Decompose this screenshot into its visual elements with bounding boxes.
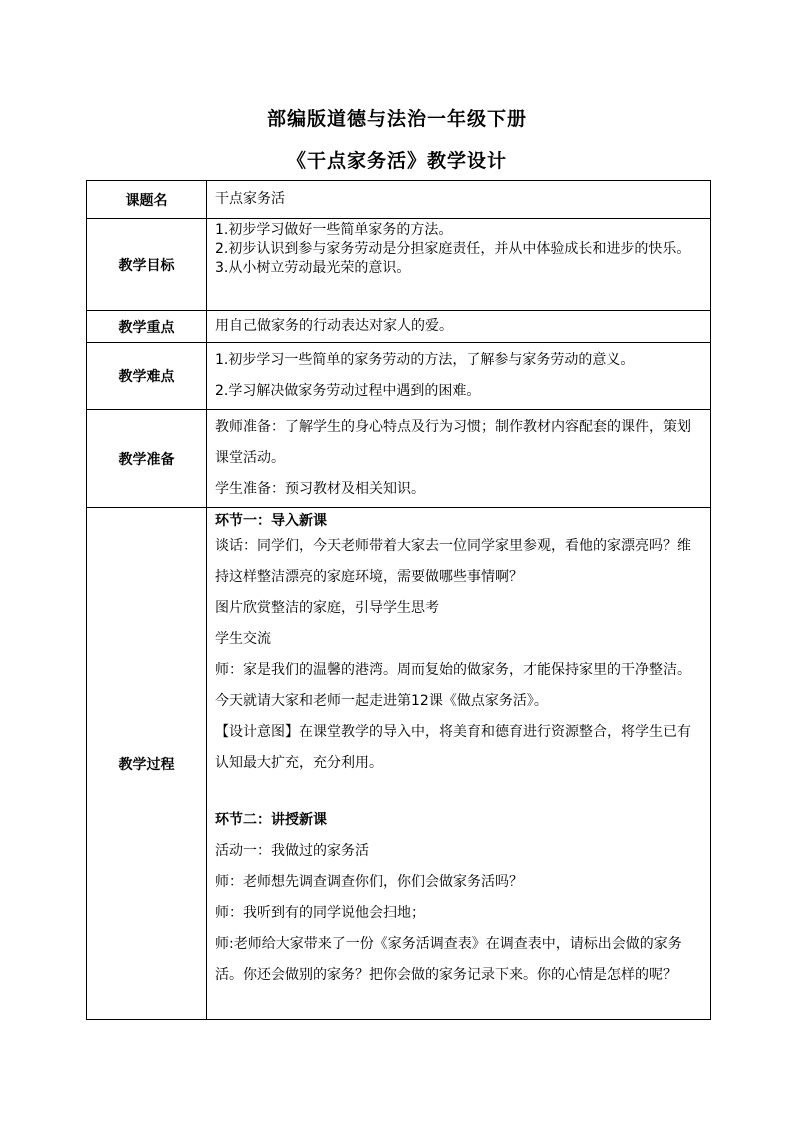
table-row-topic [87, 181, 711, 219]
design-intent: 【设计意图】在课堂教学的导入中，将美育和德育进行资源整合，将学生已有认知最大扩充，充分利用。 [215, 724, 691, 771]
value-key-points [207, 311, 711, 343]
table-row-difficulties [87, 343, 711, 410]
value-goals [207, 219, 711, 311]
difficulty-item: 1.初步学习一些简单的家务劳动的方法，了解参与家务劳动的意义。 [215, 352, 635, 368]
process-paragraph: 师：老师想先调查调查你们，你们会做家务活吗？ [215, 874, 523, 890]
label-key-points: 教学重点 [87, 311, 207, 343]
goal-item: 3.从小树立劳动最光荣的意识。 [215, 260, 411, 276]
goal-item: 2.初步认识到参与家务劳动是分担家庭责任，并从中体验成长和进步的快乐。 [215, 241, 691, 257]
label-process: 教学过程 [87, 508, 207, 1020]
table-row-goals [87, 219, 711, 311]
label-preparation: 教学准备 [87, 410, 207, 508]
table-row-preparation [87, 410, 711, 508]
process-paragraph: 师：家是我们的温馨的港湾。周而复始的做家务，才能保持家里的干净整洁。今天就请大家和老师一起走进第12课《做点家务活》。 [215, 662, 691, 709]
process-paragraph: 活动一：我做过的家务活 [215, 843, 369, 859]
label-goals: 教学目标 [87, 219, 207, 311]
table-row-process [87, 508, 711, 1020]
teacher-preparation: 教师准备：了解学生的身心特点及行为习惯；制作教材内容配套的课件，策划课堂活动。 [215, 419, 691, 466]
section1-title: 环节一：导入新课 [215, 513, 327, 529]
value-process [207, 508, 711, 1020]
goal-item: 1.初步学习做好一些简单家务的方法。 [215, 222, 453, 238]
label-difficulties: 教学难点 [87, 343, 207, 410]
document-title: 部编版道德与法治一年级下册 [266, 108, 527, 130]
value-topic [207, 181, 711, 219]
process-paragraph: 学生交流 [215, 631, 271, 647]
process-paragraph: 师：我听到有的同学说他会扫地； [215, 905, 425, 921]
key-points-text: 用自己做家务的行动表达对家人的爱。 [215, 318, 453, 334]
section-spacer [215, 779, 702, 805]
document-subtitle: 《干点家务活》教学设计 [286, 150, 507, 172]
process-paragraph: 图片欣赏整洁的家庭，引导学生思考 [215, 600, 439, 616]
lesson-plan-table [86, 180, 711, 1020]
process-paragraph: 师:老师给大家带来了一份《家务活调查表》在调查表中，请标出会做的家务活。你还会做别的家务？把你会做的家务记录下来。你的心情是怎样的呢？ [215, 936, 682, 983]
value-difficulties [207, 343, 711, 410]
value-preparation [207, 410, 711, 508]
table-row-key-points [87, 311, 711, 343]
process-paragraph: 谈话：同学们，今天老师带着大家去一位同学家里参观，看他的家漂亮吗？维持这样整洁漂亮的家庭环境，需要做哪些事情啊？ [215, 538, 691, 585]
label-topic: 课题名 [87, 181, 207, 219]
topic-text: 干点家务活 [215, 191, 285, 207]
section2-title: 环节二：讲授新课 [215, 812, 327, 828]
difficulty-item: 2.学习解决做家务劳动过程中遇到的困难。 [215, 383, 481, 399]
student-preparation: 学生准备：预习教材及相关知识。 [215, 481, 425, 497]
